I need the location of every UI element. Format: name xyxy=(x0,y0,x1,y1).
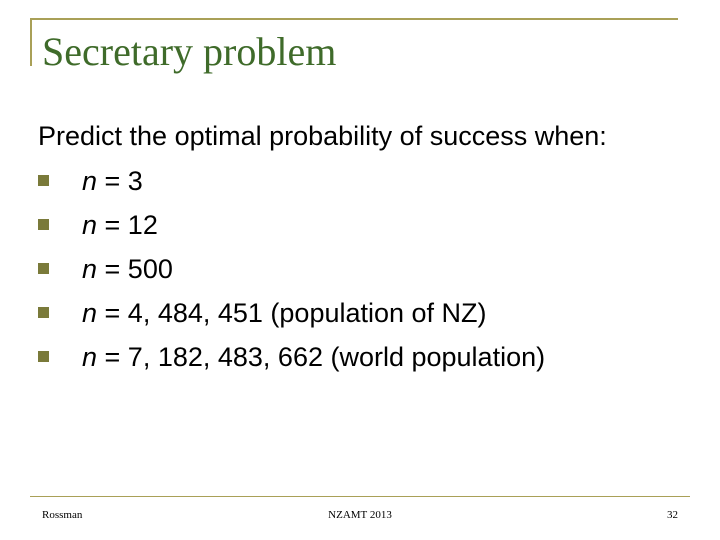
slide-content xyxy=(38,114,698,379)
bullet-value: = 3 xyxy=(97,166,143,196)
footer-event: NZAMT 2013 xyxy=(328,509,392,521)
title-frame-top-rule xyxy=(30,18,678,20)
variable-n: n xyxy=(82,254,98,284)
variable-n: n xyxy=(82,210,98,240)
bullet-text xyxy=(82,159,143,203)
variable-n: n xyxy=(82,166,98,196)
bullet-item xyxy=(38,291,698,335)
bullet-item xyxy=(38,247,698,291)
lead-text: Predict the optimal probability of success when: xyxy=(38,121,607,151)
page-number: 32 xyxy=(667,509,678,521)
bullet-text xyxy=(82,291,487,335)
bullet-value: = 7, 182, 483, 662 (world population) xyxy=(97,342,546,372)
variable-n: n xyxy=(82,342,98,372)
square-bullet-icon xyxy=(38,307,49,318)
bullet-text xyxy=(82,247,173,291)
slide-title: Secretary problem xyxy=(42,29,337,74)
footer-rule xyxy=(30,496,690,497)
square-bullet-icon xyxy=(38,175,49,186)
footer-author: Rossman xyxy=(42,509,83,521)
bullet-item xyxy=(38,335,698,379)
bullet-text xyxy=(82,203,158,247)
bullet-value: = 12 xyxy=(97,210,158,240)
square-bullet-icon xyxy=(38,219,49,230)
square-bullet-icon xyxy=(38,263,49,274)
square-bullet-icon xyxy=(38,351,49,362)
bullet-item xyxy=(38,159,698,203)
bullet-text xyxy=(82,335,545,379)
variable-n: n xyxy=(82,298,98,328)
bullet-list xyxy=(38,159,698,379)
bullet-value: = 500 xyxy=(97,254,173,284)
title-frame-left-rule xyxy=(30,18,32,66)
bullet-value: = 4, 484, 451 (population of NZ) xyxy=(97,298,487,328)
bullet-item xyxy=(38,203,698,247)
